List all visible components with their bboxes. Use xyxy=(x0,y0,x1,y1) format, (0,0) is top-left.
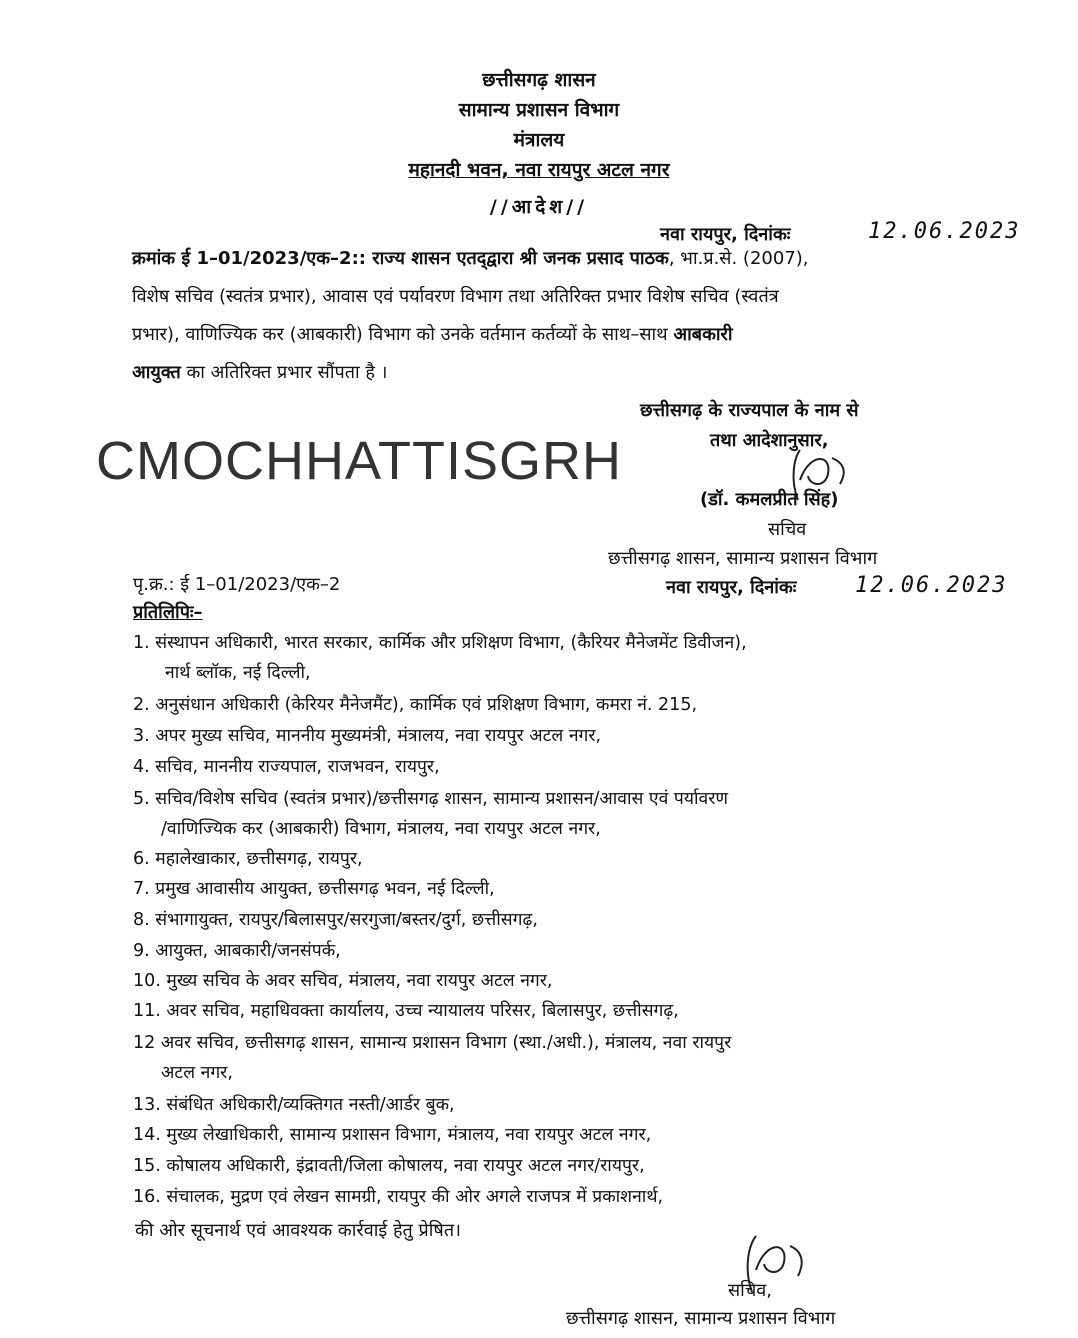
list-item-number: 10. xyxy=(133,971,161,991)
list-item-text: संचालक, मुद्रण एवं लेखन सामग्री, रायपुर की ओर अगले राजपत्र में प्रकाशनार्थ, xyxy=(166,1187,664,1207)
list-item-text: संभागायुक्त, रायपुर/बिलासपुर/सरगुजा/बस्तर/दुर्ग, छत्तीसगढ़, xyxy=(155,910,538,930)
signatory-name: (डॉ. कमलप्रीत सिंह) xyxy=(700,489,839,510)
list-item-number: 13. xyxy=(133,1095,161,1115)
signatory-department: छत्तीसगढ़ शासन, सामान्य प्रशासन विभाग xyxy=(608,548,878,569)
list-item-number: 2. xyxy=(133,695,150,715)
list-item xyxy=(133,754,440,778)
list-item-text: कोषालय अधिकारी, इंद्रावती/जिला कोषालय, नवा रायपुर अटल नगर/रायपुर, xyxy=(166,1156,645,1176)
order-title: //आदेश// xyxy=(489,196,589,218)
header-government: छत्तीसगढ़ शासन xyxy=(482,69,596,91)
list-item-text: प्रमुख आवासीय आयुक्त, छत्तीसगढ़ भवन, नई दिल्ली, xyxy=(155,879,495,899)
order-body-line-1 xyxy=(132,240,992,278)
list-item-number: 11. xyxy=(133,1001,161,1021)
list-item-number: 15. xyxy=(133,1156,161,1176)
order-date-value: 12.06.2023 xyxy=(868,219,1021,244)
signature-2-designation: सचिव, xyxy=(728,1280,772,1301)
list-item xyxy=(133,1153,645,1177)
order-body-line-4 xyxy=(132,354,992,392)
list-item-text: अवर सचिव, महाधिवक्ता कार्यालय, उच्च न्यायालय परिसर, बिलासपुर, छत्तीसगढ़, xyxy=(166,1001,679,1021)
list-item-number: 9. xyxy=(133,941,150,961)
list-item-text: संबंधित अधिकारी/व्यक्तिगत नस्ती/आर्डर बुक, xyxy=(166,1095,455,1115)
list-item-text: अवर सचिव, छत्तीसगढ़ शासन, सामान्य प्रशासन विभाग (स्था./अधी.), मंत्रालय, नवा रायपुर xyxy=(160,1033,732,1053)
list-item-number: 1. xyxy=(133,633,150,653)
endorsement-date-label: नवा रायपुर, दिनांकः xyxy=(666,577,797,598)
list-item-text: सचिव/विशेष सचिव (स्वतंत्र प्रभार)/छत्तीसगढ़ शासन, सामान्य प्रशासन/आवास एवं पर्यावरण xyxy=(155,789,729,809)
header-department: सामान्य प्रशासन विभाग xyxy=(458,99,620,121)
list-item-number: 4. xyxy=(133,757,150,777)
endorsement-date-value: 12.06.2023 xyxy=(855,573,1008,598)
list-item xyxy=(133,998,679,1022)
list-item-text: आयुक्त, आबकारी/जनसंपर्क, xyxy=(155,941,341,961)
list-item-number: 14. xyxy=(133,1125,161,1145)
order-body-line-3 xyxy=(132,316,992,354)
charge-title-part-2: आयुक्त xyxy=(132,362,181,383)
order-date-label: नवा रायपुर, दिनांकः xyxy=(660,224,791,245)
closing-line: की ओर सूचनार्थ एवं आवश्यक कार्रवाई हेतु प्रेषित। xyxy=(135,1220,461,1241)
watermark-text: CMOCHHATTISGRH xyxy=(96,431,622,491)
header-address-text: महानदी भवन, नवा रायपुर अटल नगर xyxy=(408,159,670,181)
signature-2-department: छत्तीसगढ़ शासन, सामान्य प्रशासन विभाग xyxy=(566,1308,836,1329)
list-item-number: 12 xyxy=(133,1033,156,1053)
list-item-text: महालेखाकार, छत्तीसगढ़, रायपुर, xyxy=(155,849,363,869)
list-item-number: 7. xyxy=(133,879,150,899)
list-item xyxy=(133,938,341,962)
order-body-line-3-text: प्रभार), वाणिज्यिक कर (आबकारी) विभाग को उनके वर्तमान कर्तव्यों के साथ–साथ xyxy=(132,324,674,345)
list-item-number: 3. xyxy=(133,726,150,746)
list-item xyxy=(133,1030,731,1054)
list-item-text: अपर मुख्य सचिव, माननीय मुख्यमंत्री, मंत्रालय, नवा रायपुर अटल नगर, xyxy=(155,726,602,746)
list-item xyxy=(133,786,728,810)
header-ministry: मंत्रालय xyxy=(513,129,565,151)
list-item-text: अनुसंधान अधिकारी (केरियर मैनेजमैंट), कार्मिक एवं प्रशिक्षण विभाग, कमरा नं. 215, xyxy=(155,695,698,715)
officer-name: श्री जनक प्रसाद पाठक xyxy=(519,248,669,269)
order-body xyxy=(132,240,992,392)
list-item-continuation: /वाणिज्यिक कर (आबकारी) विभाग, मंत्रालय, नवा रायपुर अटल नगर, xyxy=(161,819,601,839)
signatory-designation: सचिव xyxy=(768,519,807,540)
list-item-text: संस्थापन अधिकारी, भारत सरकार, कार्मिक और प्रशिक्षण विभाग, (कैरियर मैनेजमेंट डिवीजन), xyxy=(155,633,747,653)
list-item-number: 6. xyxy=(133,849,150,869)
list-item-text: मुख्य लेखाधिकारी, सामान्य प्रशासन विभाग, मंत्रालय, नवा रायपुर अटल नगर, xyxy=(166,1125,652,1145)
list-item xyxy=(133,1184,663,1208)
governor-order-line-1: छत्तीसगढ़ के राज्यपाल के नाम से xyxy=(640,400,859,421)
list-item xyxy=(133,907,538,931)
list-item-continuation: अटल नगर, xyxy=(161,1063,233,1083)
order-number: क्रमांक ई 1–01/2023/एक–2:: राज्य शासन एतद्‌द्वारा xyxy=(132,248,520,269)
list-item-text: मुख्य सचिव के अवर सचिव, मंत्रालय, नवा रायपुर अटल नगर, xyxy=(166,971,553,991)
list-item xyxy=(133,630,747,654)
order-body-line-4-text: का अतिरिक्त प्रभार सौंपता है । xyxy=(180,362,388,383)
order-body-line-2: विशेष सचिव (स्वतंत्र प्रभार), आवास एवं पर्यावरण विभाग तथा अतिरिक्त प्रभार विशेष सचिव (स्वतंत्र xyxy=(132,286,779,307)
copy-heading: प्रतिलिपिः– xyxy=(133,602,203,623)
list-item xyxy=(133,1122,651,1146)
list-item xyxy=(133,876,495,900)
governor-order-line-2: तथा आदेशानुसार, xyxy=(710,430,829,451)
endorsement-number: पृ.क्र.: ई 1–01/2023/एक–2 xyxy=(133,574,341,595)
list-item xyxy=(133,846,363,870)
list-item-number: 8. xyxy=(133,910,150,930)
officer-service: , भा.प्र.से. (2007), xyxy=(668,248,809,269)
list-item xyxy=(133,1092,455,1116)
list-item xyxy=(133,968,553,992)
charge-title-part-1: आबकारी xyxy=(673,324,733,345)
list-item-continuation: नार्थ ब्लॉक, नई दिल्ली, xyxy=(165,663,311,683)
list-item-number: 5. xyxy=(133,789,150,809)
list-item xyxy=(133,723,601,747)
list-item xyxy=(133,692,697,716)
header-address xyxy=(0,156,1078,182)
list-item-text: सचिव, माननीय राज्यपाल, राजभवन, रायपुर, xyxy=(155,757,440,777)
list-item-number: 16. xyxy=(133,1187,161,1207)
